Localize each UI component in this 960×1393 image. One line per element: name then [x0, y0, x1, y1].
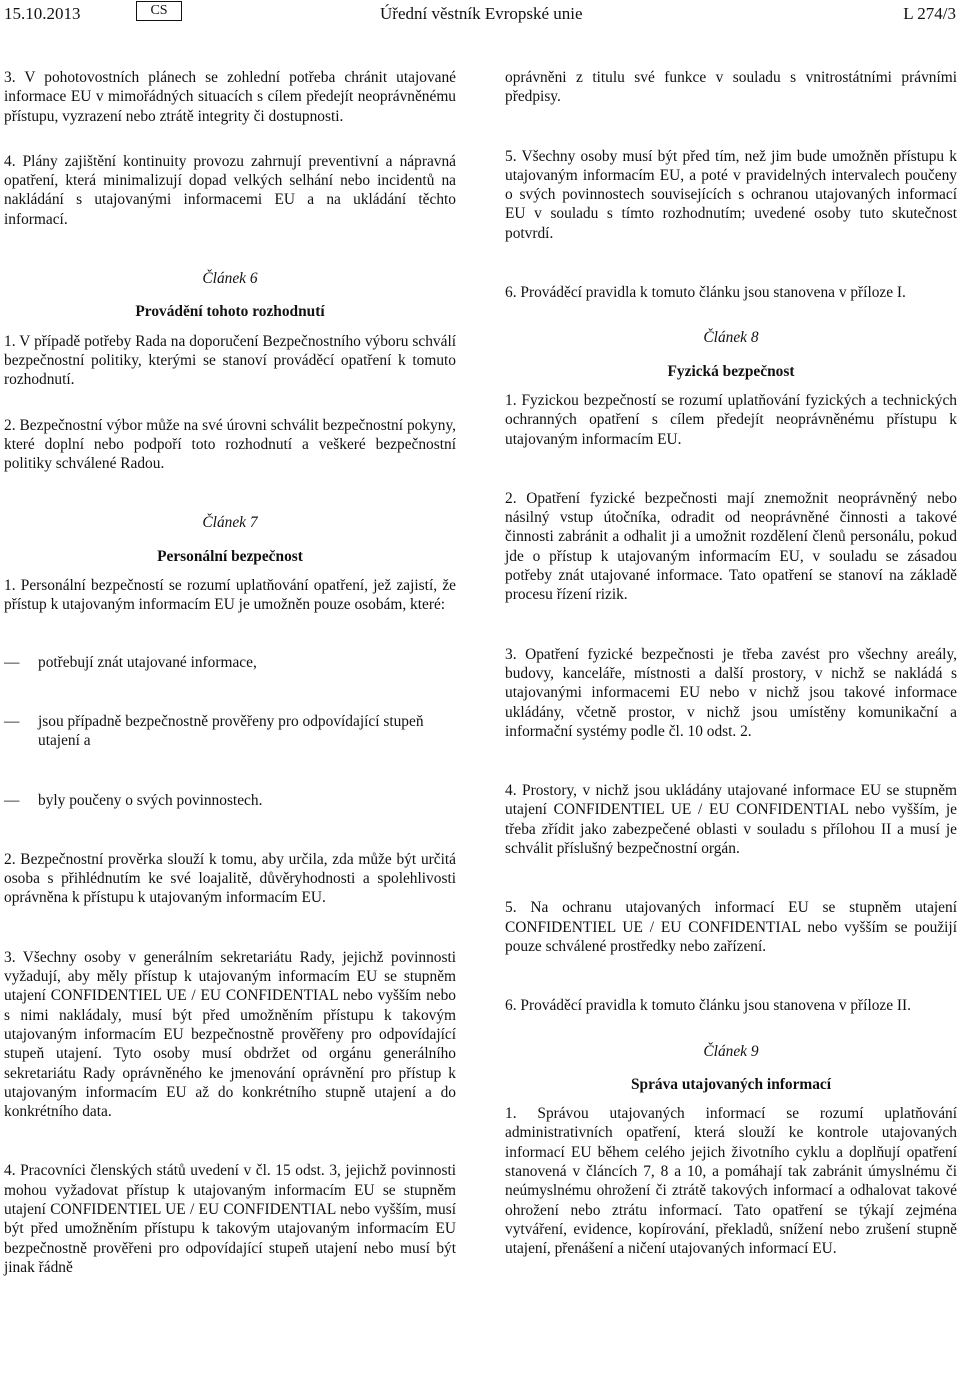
list-item-text: jsou případně bezpečnostně prověřeny pro odpovídající stupeň utajení a	[38, 712, 424, 750]
paragraph-8-3: 3. Opatření fyzické bezpečnosti je třeba zavést pro všechny areály, budovy, kanceláře, místnosti a další prostory, v nichž se nakládá s utajovanými informacemi EU nebo v nichž jsou takové informace ukládány, včetně prostor, v nichž jsou umístěny komunikační a informační systémy podle čl. 10 odst. 2.	[505, 645, 957, 740]
article-8-number: Článek 8	[703, 329, 759, 347]
right-column	[505, 68, 957, 1258]
paragraph-5-3: 3. V pohotovostních plánech se zohlední potřeba chránit utajované informace EU v mimořádných situacích s cílem předejít neoprávněnému přístupu, vyzrazení nebo ztrátě integrity či dostupnosti.	[4, 69, 456, 125]
paragraph-7-1: 1. Personální bezpečností se rozumí uplatňování opatření, jež zajistí, že přístup k utajovaným informacím EU je umožněn pouze osobám, které:	[4, 577, 456, 614]
paragraph-6-1: 1. V případě potřeby Rada na doporučení Bezpečnostního výboru schválí bezpečnostní politiky, kterými se stanoví prováděcí opatření k tomuto rozhodnutí.	[4, 332, 456, 389]
article-9-number: Článek 9	[703, 1042, 759, 1060]
article-6-number: Článek 6	[202, 270, 258, 288]
journal-title: Úřední věstník Evropské unie	[380, 4, 583, 23]
dash-marker: —	[4, 653, 20, 671]
paragraph-7-3: 3. Všechny osoby v generálním sekretariátu Rady, jejichž povinnosti vyžadují, aby měly přístup k utajovaným informacím EU se stupněm utajení CONFIDENTIEL UE / EU CONFIDENTIAL nebo vyšším nebo s nimi nakládaly, musí být před umožněním přístupu k takovým utajovaným informacím EU bezpečnostně prověřeny pro odpovídající stupeň utajení. Tyto osoby musí obdržet od orgánu generálního sekretariátu Rady oprávněného ke jmenování oprávnění pro přístup k utajovaným informacím EU až do konkrétního stupně utajení a do konkrétního data.	[4, 948, 456, 1121]
article-7-title: Personální bezpečnost	[157, 547, 303, 565]
article-7-number: Článek 7	[202, 514, 258, 532]
paragraph-7-4-continued: oprávněni z titulu své funkce v souladu s vnitrostátními právními předpisy.	[505, 69, 957, 106]
paragraph-8-2: 2. Opatření fyzické bezpečnosti mají znemožnit neoprávněný nebo násilný vstup útočníka, odradit od neoprávněné činnosti a takové činnosti zabránit a odhalit ji a umožnit rozdělení členů personálu, pokud jde o přístup k utajovaným informacím EU, v souladu se zásadou potřeby znát utajované informace. Tato opatření se stanoví na základě procesu řízení rizik.	[505, 489, 957, 604]
paragraph-8-5: 5. Na ochranu utajovaných informací EU se stupněm utajení CONFIDENTIEL UE / EU CONFIDENTIAL nebo vyšším se použijí pouze schválené prostředky nebo zařízení.	[505, 899, 957, 955]
paragraph-8-1: 1. Fyzickou bezpečností se rozumí uplatňování fyzických a technických ochranných opatření s cílem předejít neoprávněnému přístupu k utajovaným informacím EU.	[505, 391, 957, 448]
paragraph-9-1: 1. Správou utajovaných informací se rozumí uplatňování administrativních opatření, která slouží ke kontrole utajovaných informací EU během celého jejich životního cyklu a doplňují opatření stanovená v článcích 7, 8 a 10, a pomáhají tak zabránit úmyslnému či neúmyslnému ohrožení či ztrátě takových informací a odhalovat takové ohrožení nebo ztrátu informací. Tato opatření se týkají zejména vytváření, evidence, kopírování, překladů, snížení nebo zrušení stupně utajení, přenášení a ničení utajovaných informací EU.	[505, 1105, 957, 1258]
paragraph-6-2: 2. Bezpečnostní výbor může na své úrovni schválit bezpečnostní pokyny, které doplní nebo podpoří toto rozhodnutí a veškeré bezpečnostní politiky schválené Radou.	[4, 416, 456, 473]
paragraph-5-4: 4. Plány zajištění kontinuity provozu zahrnují preventivní a nápravná opatření, která minimalizují dopad velkých selhání nebo incidentů na nakládání s utajovanými informacemi EU a na ukládání těchto informací.	[4, 152, 456, 228]
paragraph-8-4: 4. Prostory, v nichž jsou ukládány utajované informace EU se stupněm utajení CONFIDENTIEL UE / EU CONFIDENTIAL nebo vyšším, je třeba zřídit jako zabezpečené oblasti v souladu s přílohou II a musí je schválit příslušný bezpečnostní orgán.	[505, 782, 957, 858]
paragraph-7-5: 5. Všechny osoby musí být před tím, než jim bude umožněn přístupu k utajovaným informacím EU, a poté v pravidelných intervalech poučeny o svých povinnostech souvisejících s ochranou utajovaných informací EU v souladu s tímto rozhodnutím; uvedené osoby tuto skutečnost potvrdí.	[505, 147, 957, 242]
list-item	[4, 712, 456, 751]
page-reference: L 274/3	[903, 4, 956, 23]
language-code-box: CS	[136, 1, 182, 21]
publication-date: 15.10.2013	[4, 4, 81, 23]
list-item	[4, 653, 456, 672]
paragraph-7-2: 2. Bezpečnostní prověrka slouží k tomu, aby určila, zda může být určitá osoba s přihlédnutím ke své loajalitě, důvěryhodnosti a spolehlivosti oprávněna k přístupu k utajovaným informacím EU.	[4, 850, 456, 907]
paragraph-8-6: 6. Prováděcí pravidla k tomuto článku jsou stanovena v příloze II.	[505, 997, 912, 1015]
paragraph-7-6: 6. Prováděcí pravidla k tomuto článku jsou stanovena v příloze I.	[505, 284, 906, 302]
left-column	[4, 68, 456, 1277]
dash-marker: —	[4, 791, 20, 809]
dash-marker: —	[4, 712, 20, 730]
paragraph-7-4: 4. Pracovníci členských států uvedení v čl. 15 odst. 3, jejichž povinnosti mohou vyžadovat přístup k utajovaným informacím EU se stupněm utajení CONFIDENTIEL UE / EU CONFIDENTIAL nebo vyšším, musí být před umožněním přístupu k takovým utajovaným informacím EU bezpečnostně prověřeni pro odpovídající stupeň utajení nebo musí být jinak řádně	[4, 1162, 456, 1276]
page-header	[0, 0, 960, 30]
list-item	[4, 791, 456, 810]
article-9-title: Správa utajovaných informací	[630, 1075, 832, 1093]
article-8-title: Fyzická bezpečnost	[667, 362, 795, 380]
list-item-text: potřebují znát utajované informace,	[38, 653, 257, 671]
list-item-text: byly poučeny o svých povinnostech.	[38, 791, 263, 809]
article-6-title: Provádění tohoto rozhodnutí	[135, 303, 325, 321]
